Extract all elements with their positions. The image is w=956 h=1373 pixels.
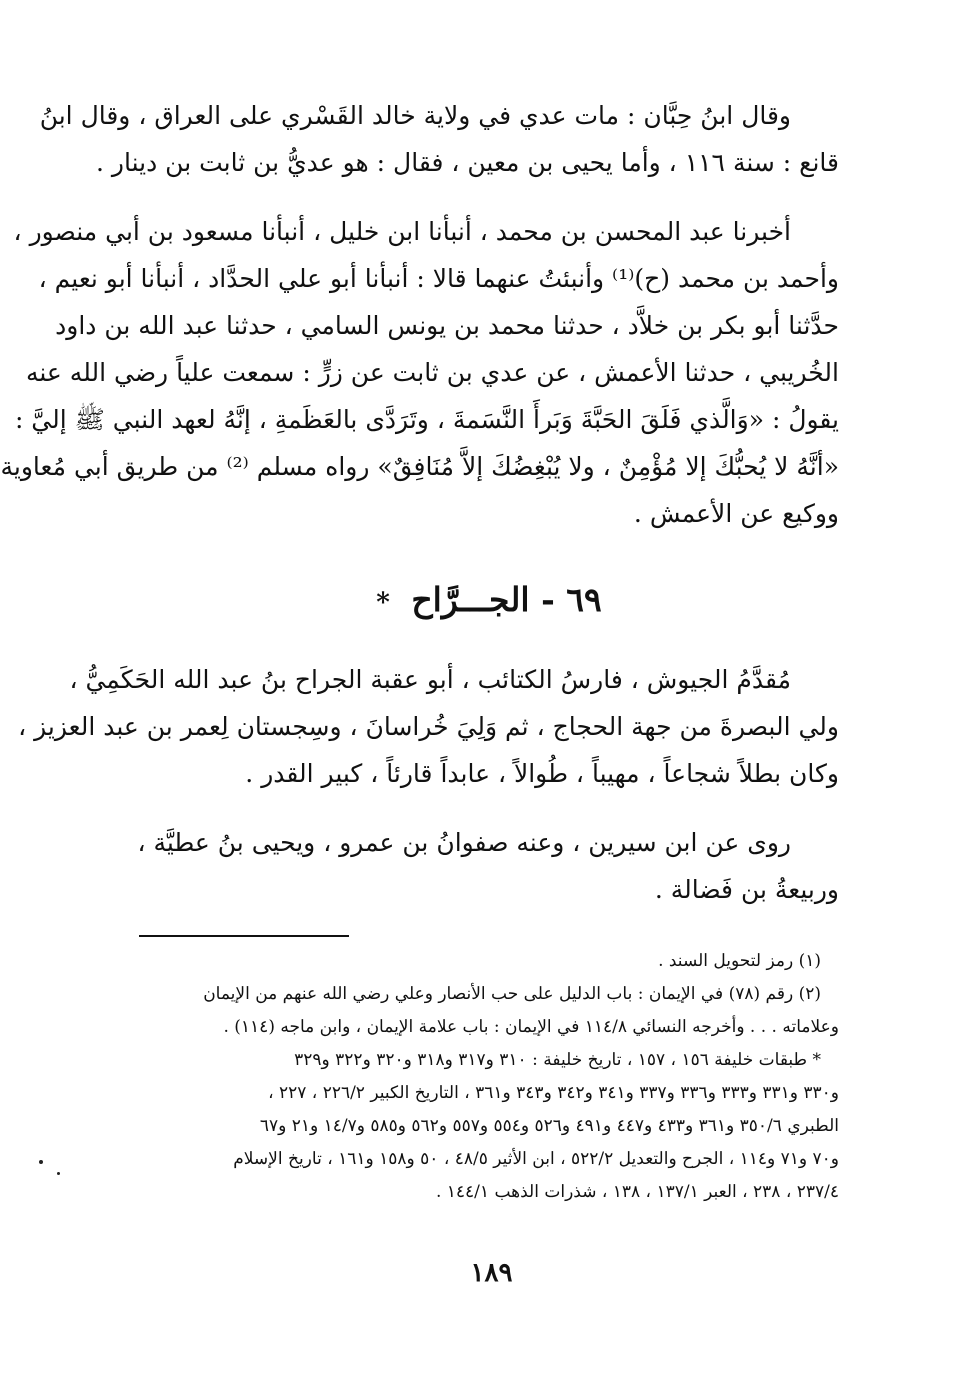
footnote-line: و٣٣٠ و٣٣١ و٣٣٣ و٣٣٦ و٣٣٧ و٣٤١ و٣٤٢ و٣٤٣ و٣٦١ ، التاريخ الكبير ٢٢٦/٢ ، ٢٢٧ ، (268, 1083, 839, 1103)
page-content (0, 92, 839, 1209)
text-line: وقال ابنُ حِبَّان : مات عدي في ولاية خالد القَسْري على العراق ، وقال ابنُ (39, 101, 791, 130)
text-line: أخبرنا عبد المحسن بن محمد ، أنبأنا ابن خليل ، أنبأنا مسعود بن أبي منصور ، (13, 217, 791, 246)
text-line: «أنَّهُ لا يُحبُّكَ إلا مُؤْمِنٌ ، ولا يُبْغِضُكَ إلاَّ مُنَافِقٌ» رواه مسلم ⁽²⁾ من طريق أبي مُعاوية (0, 452, 839, 481)
footnote-line: * طبقات خليفة ١٥٦ ، ١٥٧ ، تاريخ خليفة : ٣١٠ و٣١٧ و٣١٨ و٣٢٠ و٣٢٢ و٣٢٩ (294, 1050, 821, 1070)
footnote-line: (١) رمز لتحويل السند . (658, 951, 821, 971)
text-line: قانع : سنة ١١٦ ، وأما يحيى بن معين ، فقال : هو عديُّ بن ثابت بن دينار . (96, 148, 839, 177)
text-line: حدَّثنا أبو بكر بن خلاَّد ، حدثنا محمد بن يونس السامي ، حدثنا عبد الله بن داود (55, 311, 839, 340)
paragraph-hadith-chain (0, 208, 839, 537)
footnote-line: وعلاماته . . . وأخرجه النسائي ١١٤/٨ في الإيمان : باب علامة الإيمان ، وابن ماجه (١١٤) . (223, 1017, 839, 1037)
section-heading (139, 577, 839, 626)
text-line: وكان بطلاً شجاعاً ، مهيباً ، طُوالاً ، عابداً قارئاً ، كبير القدر . (245, 759, 839, 788)
paragraph-biography (18, 656, 839, 797)
text-line: ولي البصرةَ من جهة الحجاج ، ثم وَلِيَ خُراسانَ ، وسِجستان لِعمر بن عبد العزيز ، (18, 712, 839, 741)
footnote-line: (٢) رقم (٧٨) في الإيمان : باب الدليل على حب الأنصار وعلي رضي الله عنهم من الإيمان (203, 984, 821, 1004)
heading-title: ٦٩ - الجـــرَّاح (411, 580, 602, 619)
paragraph-narrators (139, 819, 839, 913)
scan-speck (39, 1160, 43, 1164)
text-line: مُقدَّمُ الجيوش ، فارسُ الكتائب ، أبو عقبة الجراح بنُ عبد الله الحَكَمِيُّ ، (69, 665, 791, 694)
text-line: وربيعةُ بن فَضالة . (654, 875, 839, 904)
text-line: الخُريبي ، حدثنا الأعمش ، عن عدي بن ثابت عن زرٍّ : سمعت علياً رضي الله عنه (25, 358, 839, 387)
footnotes (139, 945, 839, 1209)
text-line: وأحمد بن محمد (ح)⁽¹⁾ وأنبئتُ عنهما قالا : أنبأنا أبو علي الحدَّاد ، أنبأنا أبو نعيم ، (38, 264, 839, 293)
text-line: يقولُ : «وَالَّذي فَلَقَ الحَبَّةَ وَبَرأَ النَّسَمةَ ، وتَرَدَّى بالعَظَمةِ ، إنَّهُ لعهد النبي ﷺ إليَّ : (14, 405, 839, 434)
text-line: روى عن ابن سيرين ، وعنه صفوانُ بن عمرو ، ويحيى بنُ عطيَّة ، (137, 828, 791, 857)
scan-speck (57, 1172, 60, 1175)
footnote-line: ٢٣٧/٤ ، ٢٣٨ ، العبر ١٣٧/١ ، ١٣٨ ، شذرات الذهب ١٤٤/١ . (435, 1182, 839, 1202)
page-number: ١٨٩ (470, 1258, 513, 1288)
text-line: ووكيع عن الأعمش . (633, 499, 839, 528)
footnote-divider (139, 935, 349, 937)
heading-star-marker: * (376, 588, 390, 618)
paragraph-ibn-hibban (39, 92, 839, 186)
footnote-line: الطبري ٣٥٠/٦ و٣٦١ و٤٣٣ و٤٤٧ و٤٩١ و٥٢٦ و٥٥٤ و٥٥٧ و٥٦٢ و٥٨٥ و١٤/٧ و٢١ و٦٧ (259, 1116, 839, 1136)
footnote-line: و٧٠ و٧١ و١١٤ ، الجرح والتعديل ٥٢٢/٢ ، ابن الأثير ٤٨/٥ ، ٥٠ و١٥٨ و١٦١ ، تاريخ الإسلام (233, 1149, 839, 1169)
